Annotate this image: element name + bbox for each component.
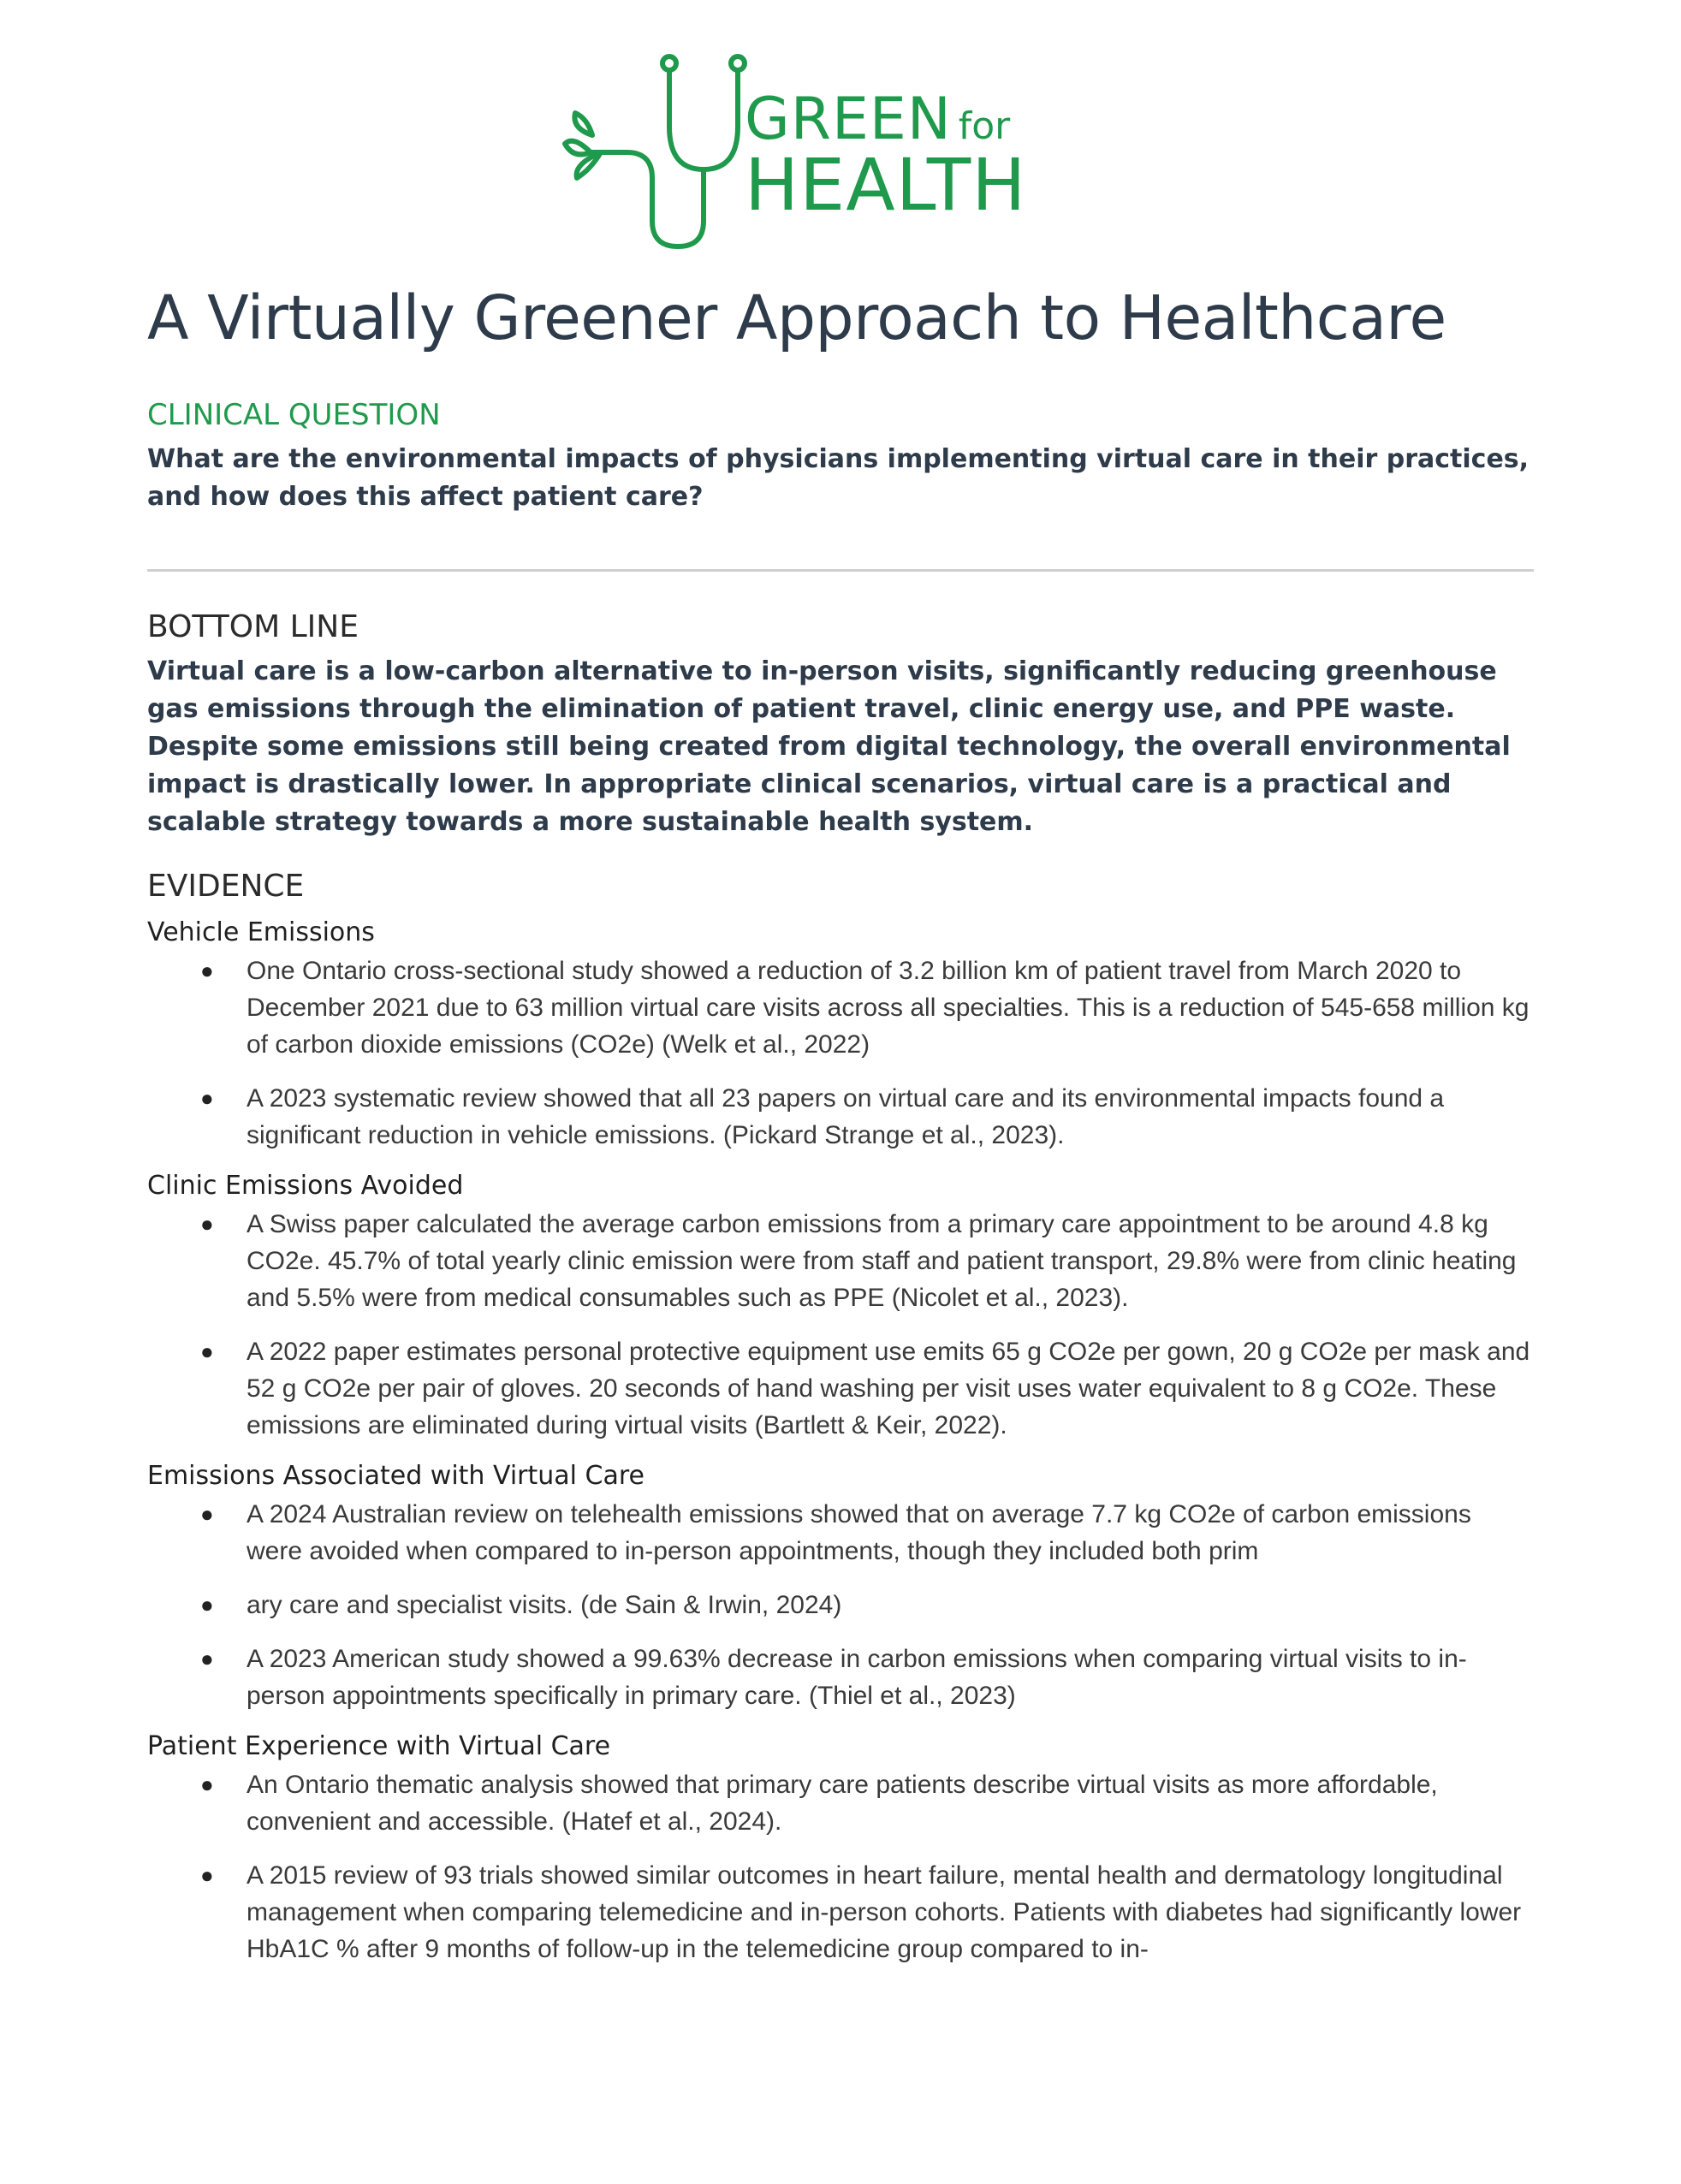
list-item-text: A 2023 systematic review showed that all 23 papers on virtual care and its environmental impacts found a significant reduction in vehicle emissions. (Pickard Strange et al., 2023). bbox=[247, 1084, 1445, 1149]
list-item-text: ary care and specialist visits. (de Sain & Irwin, 2024) bbox=[247, 1591, 842, 1619]
list-item bbox=[147, 1333, 1534, 1444]
evidence-section-clinic bbox=[147, 1171, 1534, 1444]
list-item bbox=[147, 1641, 1534, 1714]
list-item-text: A 2023 American study showed a 99.63% decrease in carbon emissions when comparing virtual visits to in-person appointments specifically in primary care. (Thiel et al., 2023) bbox=[247, 1645, 1467, 1710]
list-item-text: A 2022 paper estimates personal protective equipment use emits 65 g CO2e per gown, 20 g CO2e per mask and 52 g CO2e per pair of gloves. 20 seconds of hand washing per visit uses water equivalent to 8 g CO2e. These emissions are eliminated during virtual visits (Bartlett & Keir, 2022). bbox=[247, 1338, 1530, 1439]
list-item bbox=[147, 1496, 1534, 1570]
bullet-icon: ● bbox=[200, 1646, 214, 1671]
bullet-icon: ● bbox=[200, 1501, 214, 1527]
list-item-text: A 2024 Australian review on telehealth emissions showed that on average 7.7 kg CO2e of carbon emissions were avoided when compared to in-person appointments, though they included both prim bbox=[247, 1500, 1471, 1565]
clinical-question-text: What are the environmental impacts of physicians implementing virtual care in their practices, and how does this affect patient care? bbox=[147, 444, 1530, 512]
divider bbox=[147, 569, 1534, 572]
bullet-icon: ● bbox=[200, 1772, 214, 1797]
list-item bbox=[147, 953, 1534, 1063]
bullet-list bbox=[147, 1206, 1534, 1444]
logo-for-text: for bbox=[958, 104, 1011, 148]
evidence-section-virtual-care bbox=[147, 1461, 1534, 1714]
list-item-text: One Ontario cross-sectional study showed a reduction of 3.2 billion km of patient travel from March 2020 to December 2021 due to 63 million virtual care visits across all specialties. This is a reduction of 545-658 million kg of carbon dioxide emissions (CO2e) (Welk et al., 2022) bbox=[247, 957, 1530, 1059]
bullet-icon: ● bbox=[200, 958, 214, 983]
evidence-subheading: Vehicle Emissions bbox=[147, 917, 375, 947]
logo-health-text: HEALTH bbox=[745, 143, 1027, 227]
bullet-list bbox=[147, 953, 1534, 1154]
list-item-text: A 2015 review of 93 trials showed similar outcomes in heart failure, mental health and dermatology longitudinal management when comparing telemedicine and in-person cohorts. Patients with diabetes had significantly lower HbA1C % after 9 months of follow-up in the telemedicine group compared to in- bbox=[247, 1861, 1522, 1963]
list-item-text: An Ontario thematic analysis showed that primary care patients describe virtual visits as more affordable, convenient and accessible. (Hatef et al., 2024). bbox=[247, 1771, 1438, 1836]
bullet-list bbox=[147, 1766, 1534, 1967]
bullet-icon: ● bbox=[200, 1085, 214, 1111]
list-item-text: A Swiss paper calculated the average carbon emissions from a primary care appointment to be around 4.8 kg CO2e. 45.7% of total yearly clinic emission were from staff and patient transport, 29.8% were from clinic heating and 5.5% were from medical consumables such as PPE (Nicolet et al., 2023). bbox=[247, 1210, 1517, 1312]
list-item bbox=[147, 1080, 1534, 1154]
list-item bbox=[147, 1857, 1534, 1967]
bullet-list bbox=[147, 1496, 1534, 1714]
list-item bbox=[147, 1766, 1534, 1840]
page-title: A Virtually Greener Approach to Healthcare bbox=[147, 282, 1446, 353]
list-item bbox=[147, 1587, 1534, 1623]
evidence-subheading: Clinic Emissions Avoided bbox=[147, 1171, 464, 1201]
evidence-subheading: Emissions Associated with Virtual Care bbox=[147, 1461, 645, 1491]
green-for-health-logo bbox=[548, 50, 1044, 264]
evidence-section-patient-experience bbox=[147, 1731, 1534, 1967]
clinical-question-heading: CLINICAL QUESTION bbox=[147, 398, 441, 432]
stethoscope-leaf-icon bbox=[548, 50, 753, 264]
logo-green-text: GREEN bbox=[745, 86, 952, 153]
evidence-subheading: Patient Experience with Virtual Care bbox=[147, 1731, 611, 1761]
bottom-line-heading: BOTTOM LINE bbox=[147, 609, 359, 644]
bullet-icon: ● bbox=[200, 1862, 214, 1888]
bullet-icon: ● bbox=[200, 1338, 214, 1364]
document-body bbox=[147, 282, 1534, 1985]
evidence-heading: EVIDENCE bbox=[147, 869, 305, 904]
list-item bbox=[147, 1206, 1534, 1316]
bullet-icon: ● bbox=[200, 1211, 214, 1237]
bottom-line-text: Virtual care is a low-carbon alternative to in-person visits, significantly reducing greenhouse gas emissions through the elimination of patient travel, clinic energy use, and PPE waste. Despite some emissions still being created from digital technology, the overall environmental impact is drastically lower. In appropriate clinical scenarios, virtual care is a practical and scalable strategy towards a more sustainable health system. bbox=[147, 656, 1511, 837]
evidence-section-vehicle bbox=[147, 917, 1534, 1154]
bullet-icon: ● bbox=[200, 1592, 214, 1617]
logo-wordmark bbox=[745, 86, 1027, 227]
